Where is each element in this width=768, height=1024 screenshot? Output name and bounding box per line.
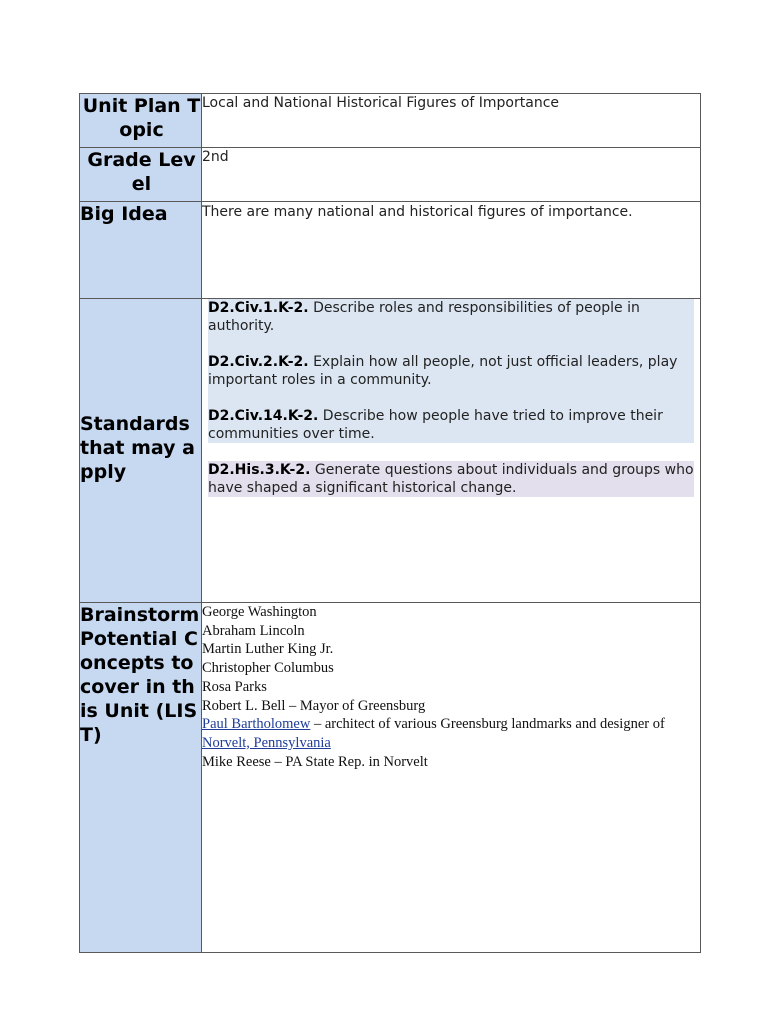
grade-label: Grade Level: [80, 148, 202, 202]
unit-plan-table: [79, 93, 701, 953]
brainstorm-list: [202, 603, 701, 953]
list-item: Rosa Parks: [202, 678, 267, 695]
topic-value: Local and National Historical Figures of Importance: [202, 94, 701, 148]
list-item: Christopher Columbus: [202, 660, 334, 677]
list-item: Paul Bartholomew – architect of various Greensburg landmarks and designer of Norvelt, Pennsylvania: [202, 716, 665, 751]
big-idea-label: Big Idea: [80, 202, 202, 299]
big-idea-value: There are many national and historical figures of importance.: [202, 202, 701, 299]
standards-civ-block: [208, 299, 694, 443]
list-item: Martin Luther King Jr.: [202, 641, 334, 658]
standards-cell: [202, 299, 701, 603]
list-item: Mike Reese – PA State Rep. in Norvelt: [202, 753, 428, 770]
grade-value: 2nd: [202, 148, 701, 202]
standard-item: D2.Civ.1.K-2. Describe roles and responsibilities of people in authority.: [208, 300, 640, 334]
list-item: George Washington: [202, 604, 317, 620]
standard-item: D2.His.3.K-2. Generate questions about individuals and groups who have shaped a significant historical change.: [208, 462, 694, 496]
standard-item: D2.Civ.2.K-2. Explain how all people, not just official leaders, play important roles in a community.: [208, 354, 678, 388]
topic-label: Unit Plan Topic: [80, 94, 202, 148]
row-brainstorm: [80, 603, 701, 953]
row-topic: [80, 94, 701, 148]
row-big-idea: [80, 202, 701, 299]
list-item: Robert L. Bell – Mayor of Greensburg: [202, 697, 426, 714]
norvelt-link[interactable]: Norvelt, Pennsylvania: [202, 734, 331, 751]
standard-item: D2.Civ.14.K-2. Describe how people have tried to improve their communities over time.: [208, 408, 663, 442]
standards-his-block: [208, 461, 694, 497]
list-item: Abraham Lincoln: [202, 622, 305, 639]
row-standards: [80, 299, 701, 603]
paul-bartholomew-link[interactable]: Paul Bartholomew: [202, 716, 311, 733]
row-grade: [80, 148, 701, 202]
brainstorm-label: Brainstorm Potential Concepts to cover in this Unit (LIST): [80, 603, 202, 953]
standards-label: Standards that may apply: [80, 299, 202, 603]
